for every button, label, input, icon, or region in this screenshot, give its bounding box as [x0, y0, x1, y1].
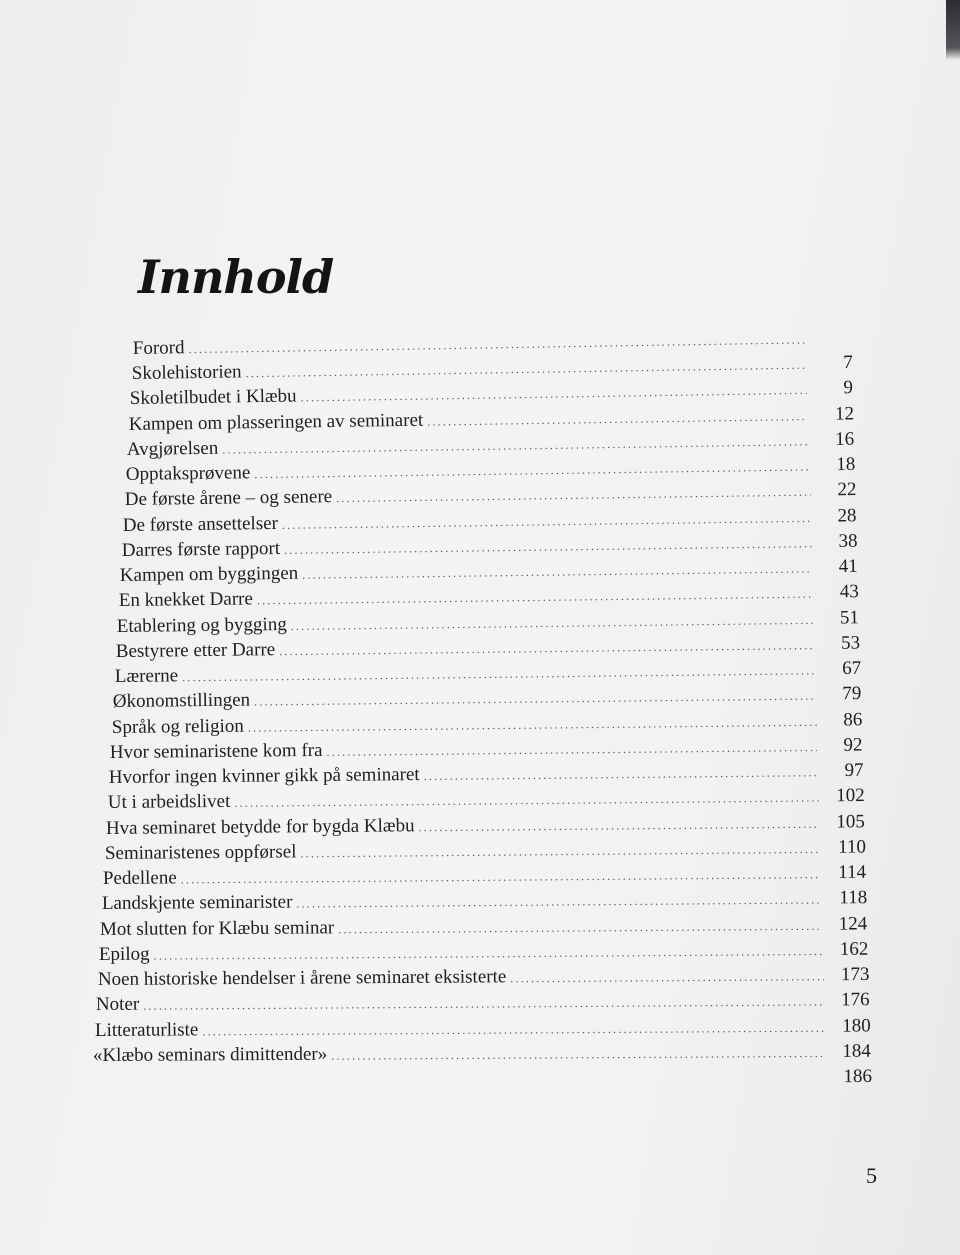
toc-leader-dots	[257, 583, 813, 612]
toc-leader-dots	[424, 761, 818, 787]
toc-entry	[105, 836, 866, 866]
toc-entry-page: 7	[842, 352, 853, 374]
toc-leader-dots	[254, 685, 815, 713]
toc-leader-dots	[143, 991, 824, 1017]
toc-leader-dots	[296, 889, 821, 915]
toc-entry-title: Pedellene	[103, 867, 178, 890]
toc-entry-page: 79	[842, 683, 862, 705]
toc-entry-page: 18	[836, 454, 856, 476]
toc-leader-dots	[247, 710, 816, 738]
toc-entry-title: Avgjørelsen	[127, 437, 219, 460]
toc-entry-title: Litteraturliste	[94, 1018, 199, 1041]
toc-entry-page: 184	[842, 1040, 872, 1062]
toc-entry	[106, 811, 865, 841]
toc-leader-dots	[327, 736, 817, 763]
toc-entry-title: Økonomstillingen	[112, 689, 251, 713]
toc-entry-page: 124	[839, 912, 868, 935]
toc-entry-page: 176	[841, 989, 870, 1011]
toc-entry-page: 16	[835, 428, 855, 450]
toc-entry-page	[812, 343, 852, 344]
toc-entry-title: Darres første rapport	[121, 537, 280, 561]
toc-entry-title: Ut i arbeidslivet	[107, 791, 230, 814]
toc-entry-title: Skolehistorien	[131, 361, 242, 385]
toc-entry	[96, 989, 870, 1017]
toc-entry-title: Landskjente seminarister	[101, 891, 293, 915]
toc-entry-title: Kampen om plasseringen av seminaret	[128, 409, 424, 435]
toc-leader-dots	[279, 634, 814, 662]
toc-entry	[97, 964, 869, 992]
toc-entry-page: 43	[839, 581, 859, 603]
toc-leader-dots	[181, 863, 820, 890]
toc-entry-page: 67	[841, 657, 861, 680]
toc-entry-page: 186	[843, 1065, 872, 1088]
toc-entry	[107, 785, 864, 815]
toc-entry-page: 86	[843, 708, 863, 731]
toc-entry-page: 38	[838, 530, 858, 552]
toc-entry-page: 28	[837, 504, 857, 527]
page-title: Innhold	[138, 250, 334, 304]
toc-entry-page: 41	[838, 556, 859, 578]
toc-entry-title: Etablering og bygging	[117, 613, 288, 637]
toc-entry-title: Hvorfor ingen kvinner gikk på seminaret	[108, 764, 420, 789]
toc-entry-title: Noter	[96, 993, 140, 1016]
toc-leader-dots	[300, 838, 820, 864]
toc-leader-dots	[202, 1016, 824, 1042]
toc-entry-title: De første årene – og senere	[124, 486, 332, 511]
toc-entry	[95, 1015, 871, 1043]
toc-entry-title: Opptaksprøvene	[125, 462, 251, 486]
toc-leader-dots	[291, 609, 813, 637]
toc-entry	[92, 1066, 872, 1093]
toc-entry-title: Epilog	[98, 943, 150, 965]
toc-entry-title: De første ansettelser	[122, 512, 279, 536]
toc-entry-title: Skoletilbudet i Klæbu	[129, 385, 297, 410]
toc-leader-dots	[419, 812, 819, 838]
toc-entry-title: Seminaristenes oppførsel	[104, 841, 297, 864]
toc-entry-title: Forord	[132, 337, 185, 360]
page-number: 5	[866, 1163, 877, 1188]
toc-leader-dots	[282, 507, 811, 536]
toc-entry-page: 102	[835, 785, 865, 807]
toc-entry-page: 97	[844, 759, 864, 782]
toc-entry-page: 22	[836, 479, 857, 501]
toc-entry-title: En knekket Darre	[118, 588, 253, 612]
toc-entry-page: 162	[839, 938, 869, 960]
toc-entry-title: Hvor seminaristene kom fra	[110, 739, 323, 763]
toc-leader-dots	[339, 914, 822, 940]
toc-entry-title: Noen historiske hendelser i årene seminaret eksisterte	[97, 966, 506, 991]
toc-entry-page: 92	[843, 734, 863, 756]
toc-entry-page: 12	[834, 403, 854, 425]
toc-entry-title: Hva seminaret betydde for bygda Klæbu	[105, 814, 415, 839]
toc-entry-page: 51	[840, 606, 860, 629]
toc-entry-title: Kampen om byggingen	[119, 562, 299, 587]
toc-entry-page: 114	[838, 861, 867, 884]
toc-entry	[102, 887, 867, 916]
toc-leader-dots	[332, 1042, 826, 1067]
toc-entry-page: 118	[839, 887, 868, 909]
toc-leader-dots	[510, 965, 823, 989]
toc-leader-dots	[427, 405, 808, 433]
toc-entry	[100, 913, 868, 942]
toc-entry	[93, 1040, 871, 1067]
toc-entry-page: 173	[840, 963, 870, 986]
toc-entry	[103, 862, 866, 891]
toc-leader-dots	[234, 787, 819, 814]
toc-entry-page: 110	[837, 836, 866, 858]
toc-entry	[99, 938, 869, 966]
toc-entry-title: Mot slutten for Klæbu seminar	[100, 916, 335, 940]
toc-entry-page: 180	[841, 1014, 871, 1037]
toc-entry-title: Bestyrere etter Darre	[115, 639, 276, 662]
toc-entry-page: 105	[836, 810, 866, 833]
toc-entry-title: Lærerne	[114, 665, 178, 688]
toc-entry-title: «Klæbo seminars dimittender»	[93, 1043, 328, 1066]
toc-entry-page: 9	[843, 377, 854, 399]
toc-entry-title: Språk og religion	[111, 715, 244, 738]
toc-leader-dots	[336, 481, 811, 509]
toc-leader-dots	[154, 940, 823, 967]
toc-entry-page: 53	[840, 632, 861, 654]
